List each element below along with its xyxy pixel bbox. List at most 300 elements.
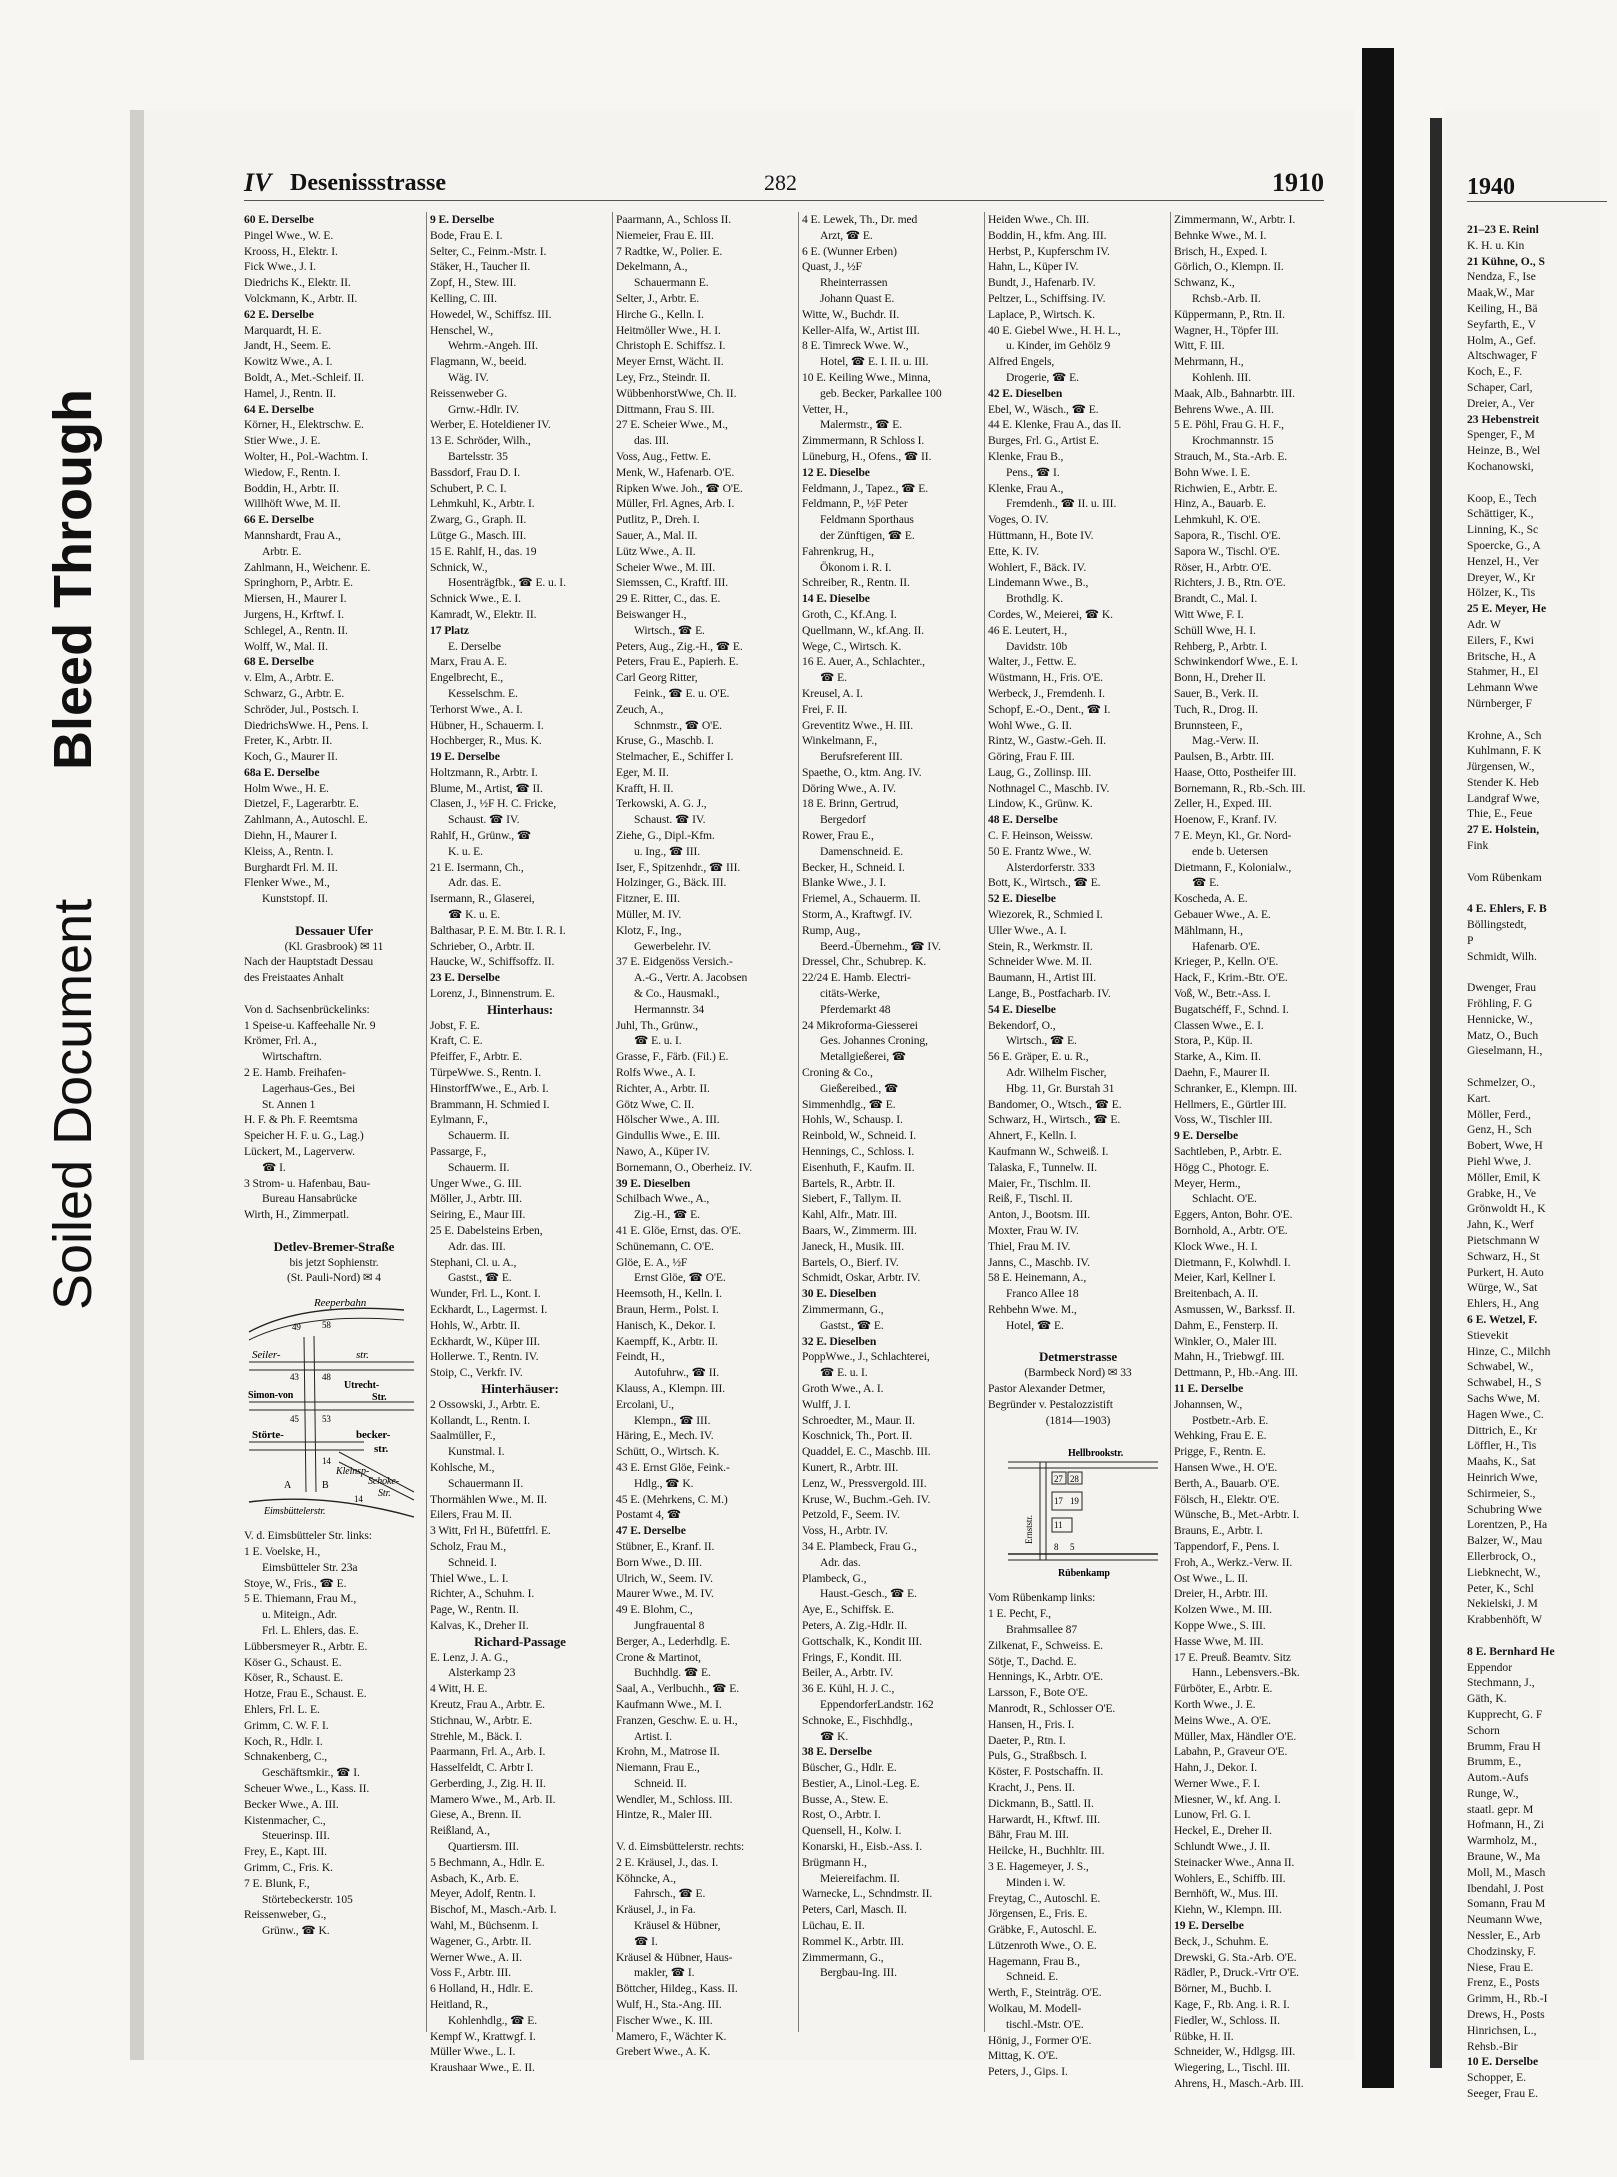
resident-entry: ☎ E.: [1192, 876, 1219, 890]
resident-entry: Klenke, Frau B.,: [988, 449, 1064, 463]
resident-entry: ☎ E.: [820, 671, 847, 685]
resident-entry: Flagmann, W., beeid.: [430, 355, 527, 369]
resident-entry: Rower, Frau E.,: [802, 829, 874, 843]
resident-entry: Stein, R., Werkmstr. II.: [988, 939, 1093, 953]
adjacent-entry: Lorentzen, P., Ha: [1467, 1518, 1548, 1532]
resident-entry: Daeter, P., Rtn. I.: [988, 1733, 1066, 1747]
resident-entry: Quellmann, W., kf.Ang. II.: [802, 623, 925, 637]
directory-column-5: [988, 212, 1168, 2079]
map-street-label: str.: [374, 1443, 389, 1456]
resident-entry: Hönig, J., Former O'E.: [988, 2033, 1092, 2047]
resident-entry: Grimm, C. W. F. I.: [244, 1718, 329, 1732]
resident-entry: Witt Wwe, F. I.: [1174, 607, 1244, 621]
adjacent-entry: Drews, H., Posts: [1467, 2008, 1545, 2022]
resident-entry: Holzinger, G., Bäck. III.: [616, 876, 727, 890]
column-rule: [798, 212, 799, 2032]
adjacent-entry: Adr. W: [1467, 617, 1501, 631]
resident-entry: Ripken Wwe. Joh., ☎ O'E.: [616, 481, 743, 495]
resident-entry: Behnke Wwe., M. I.: [1174, 228, 1267, 242]
resident-entry: Ebel, W., Wäsch., ☎ E.: [988, 402, 1099, 416]
adjacent-entry: 21 Kühne, O., S: [1467, 254, 1545, 268]
resident-entry: Klempn., ☎ III.: [634, 1413, 711, 1427]
directory-columns: [244, 212, 1364, 2091]
resident-entry: Adr. das. III.: [448, 1239, 506, 1253]
resident-entry: Prigge, F., Rentn. E.: [1174, 1445, 1266, 1459]
map-house-number: 48: [322, 1372, 331, 1383]
page-number: 282: [764, 170, 797, 195]
adjacent-entry: Chodzinsky, F.: [1467, 1944, 1536, 1958]
resident-entry: Ost Wwe., L. II.: [1174, 1571, 1248, 1585]
resident-entry: Rädler, P., Druck.-Vrtr O'E.: [1174, 1966, 1299, 1980]
resident-entry: Scheier Wwe., M. III.: [616, 560, 716, 574]
resident-entry: Schopf, E.-O., Dent., ☎ I.: [988, 702, 1111, 716]
resident-entry: Kraft, C. E.: [430, 1034, 483, 1048]
resident-entry: Kracht, J., Pens. II.: [988, 1780, 1075, 1794]
resident-entry: Schwarz, H., Wirtsch., ☎ E.: [988, 1113, 1121, 1127]
resident-entry: ☎ E. u. I.: [820, 1366, 868, 1380]
resident-entry: Von d. Sachsenbrückelinks:: [244, 1002, 370, 1016]
resident-entry: Schnick Wwe., E. I.: [430, 592, 521, 606]
street-section-heading: Richard-Passage: [474, 1633, 566, 1649]
resident-entry: Bassdorf, Frau D. I.: [430, 465, 521, 479]
resident-entry: Dietzel, F., Lagerarbtr. E.: [244, 797, 359, 811]
resident-entry: Autofuhrw., ☎ II.: [634, 1366, 720, 1380]
resident-entry: Groth Wwe., A. I.: [802, 1381, 884, 1395]
resident-entry: Kalvas, K., Dreher II.: [430, 1618, 529, 1632]
resident-entry: Haase, Otto, Postheifer III.: [1174, 765, 1297, 779]
resident-entry: Hinz, A., Bauarb. E.: [1174, 497, 1267, 511]
adjacent-entry: Lehmann Wwe: [1467, 681, 1538, 695]
adjacent-entry: Grimm, H., Rb.-I: [1467, 1992, 1548, 2006]
resident-entry: Schnick, W.,: [430, 560, 488, 574]
resident-entry: Kleiss, A., Rentn. I.: [244, 844, 334, 858]
adjacent-entry: Schaper, Carl,: [1467, 380, 1533, 394]
resident-entry: Peters, A. Zig.-Hdlr. II.: [802, 1618, 908, 1632]
resident-entry: Berger, A., Lederhdlg. E.: [616, 1634, 731, 1648]
resident-entry: 15 E. Rahlf, H., das. 19: [430, 544, 537, 558]
adjacent-entry: Landgraf Wwe,: [1467, 791, 1540, 805]
resident-entry: Wiedow, F., Rentn. I.: [244, 465, 341, 479]
adjacent-entry: Heinze, B., Wel: [1467, 444, 1541, 458]
resident-entry: Bohn Wwe. I. E.: [1174, 465, 1251, 479]
resident-entry: Zimmermann, R Schloss I.: [802, 434, 925, 448]
adjacent-entry: Warmholz, M.,: [1467, 1834, 1537, 1848]
resident-entry: Lüneburg, H., Ofens., ☎ II.: [802, 449, 932, 463]
resident-entry: Wohlers, E., Schiffb. III.: [1174, 1871, 1286, 1885]
resident-entry: Stelmacher, E., Schiffer I.: [616, 750, 734, 764]
resident-entry: Korth Wwe., J. E.: [1174, 1697, 1256, 1711]
resident-entry: Zimmermann, G.,: [802, 1302, 884, 1316]
resident-entry: Böttcher, Hildeg., Kass. II.: [616, 1982, 738, 1996]
resident-entry: Heitland, R.,: [430, 1998, 488, 2012]
adjacent-entry: Schmidt, Wilh.: [1467, 949, 1537, 963]
resident-entry: v. Elm, A., Arbtr. E.: [244, 671, 334, 685]
resident-entry: Brandt, C., Mal. I.: [1174, 592, 1258, 606]
resident-entry: 1 E. Pecht, F.,: [988, 1607, 1051, 1621]
house-number-heading: 19 E. Derselbe: [1174, 1919, 1244, 1933]
resident-entry: Arzt, ☎ E.: [820, 228, 873, 242]
resident-entry: Beiler, A., Arbtr. IV.: [802, 1666, 894, 1680]
house-number-heading: 11 E. Derselbe: [1174, 1381, 1244, 1395]
page-edge-black-tab: [1362, 48, 1394, 2088]
directory-page: [130, 110, 1355, 2091]
adjacent-entry: Ibendahl, J. Post: [1467, 1881, 1544, 1895]
resident-entry: Kolzen Wwe., M. III.: [1174, 1603, 1272, 1617]
resident-entry: Pingel Wwe., W. E.: [244, 228, 334, 242]
resident-entry: ☎ I.: [262, 1160, 286, 1174]
resident-entry: 7 Radtke, W., Polier. E.: [616, 244, 723, 258]
resident-entry: Fahrsch., ☎ E.: [634, 1887, 706, 1901]
resident-entry: Grimm, C., Fris. K.: [244, 1860, 333, 1874]
adjacent-entry: 25 E. Meyer, He: [1467, 602, 1547, 616]
resident-entry: Fölsch, H., Elektr. O'E.: [1174, 1492, 1280, 1506]
resident-entry: EppendorferLandstr. 162: [820, 1697, 934, 1711]
resident-entry: Kraushaar Wwe., E. II.: [430, 2061, 535, 2075]
resident-entry: Köhncke, A.,: [616, 1871, 676, 1885]
resident-entry: Quaddel, E. C., Maschb. III.: [802, 1445, 931, 1459]
resident-entry: Peltzer, L., Schiffsing. IV.: [988, 291, 1106, 305]
adjacent-entry: Stechmann, J.,: [1467, 1676, 1535, 1690]
resident-entry: Schröder, Jul., Postsch. I.: [244, 702, 359, 716]
resident-entry: Müller, Max, Händler O'E.: [1174, 1729, 1297, 1743]
resident-entry: Kräusel & Hübner,: [634, 1919, 721, 1933]
resident-entry: des Freistaates Anhalt: [244, 971, 344, 985]
resident-entry: Wehking, Frau E. E.: [1174, 1429, 1267, 1443]
adjacent-entry: Maahs, K., Sat: [1467, 1455, 1536, 1469]
resident-entry: Wagener, G., Arbtr. II.: [430, 1934, 532, 1948]
resident-entry: 5 E. Pöhl, Frau G. H. F.,: [1174, 418, 1284, 432]
resident-entry: Kunert, R., Arbtr. III.: [802, 1460, 899, 1474]
resident-entry: Schneid. I.: [448, 1555, 497, 1569]
resident-entry: Eilers, Frau M. II.: [430, 1508, 512, 1522]
adjacent-entry: Löffler, H., Tis: [1467, 1439, 1537, 1453]
resident-entry: Hirche G., Kelln. I.: [616, 307, 704, 321]
map-street-label: Reeperbahn: [314, 1297, 367, 1310]
resident-entry: Mamero Wwe., M., Arb. II.: [430, 1792, 556, 1806]
adjacent-entry: Autom.-Aufs: [1467, 1771, 1529, 1785]
resident-entry: Schwinkendorf Wwe., E. I.: [1174, 655, 1298, 669]
resident-entry: Moxter, Frau W. IV.: [988, 1224, 1079, 1237]
resident-entry: Gräbke, F., Autoschl. E.: [988, 1923, 1097, 1937]
resident-entry: Wüstmann, H., Fris. O'E.: [988, 671, 1103, 685]
resident-entry: Marquardt, H. E.: [244, 323, 322, 337]
house-number-heading: 68a E. Derselbe: [244, 765, 320, 779]
adjacent-entry: Schopper, E.: [1467, 2071, 1527, 2085]
adjacent-entry: Eilers, F., Kwi: [1467, 633, 1535, 647]
adjacent-entry: P: [1467, 933, 1474, 947]
resident-entry: Schroedter, M., Maur. II.: [802, 1413, 915, 1427]
column-rule: [984, 212, 985, 2032]
resident-entry: [616, 1823, 796, 1839]
resident-entry: Wünsche, B., Met.-Arbtr. I.: [1174, 1508, 1300, 1522]
resident-entry: Fitzner, E. III.: [616, 892, 680, 906]
adjacent-entry: 10 E. Derselbe: [1467, 2055, 1539, 2069]
resident-entry: Gastst., ☎ E.: [448, 1271, 512, 1285]
house-number-heading: 62 E. Derselbe: [244, 307, 314, 321]
resident-entry: Ges. Johannes Croning,: [820, 1034, 928, 1048]
adjacent-entry: Spoercke, G., A: [1467, 538, 1541, 552]
resident-entry: Kempf W., Krattwgf. I.: [430, 2029, 536, 2043]
resident-entry: Lorenz, J., Binnenstrum. E.: [430, 987, 555, 1001]
map-street-label: Str.: [372, 1392, 387, 1404]
resident-entry: Köser, R., Schaust. E.: [244, 1671, 344, 1685]
resident-entry: Ökonom i. R. I.: [820, 560, 892, 574]
resident-entry: Burghardt Frl. M. II.: [244, 860, 338, 874]
resident-entry: Dietmann, F., Kolonialw.,: [1174, 860, 1292, 874]
resident-entry: Keller-Alfa, W., Artist III.: [802, 323, 920, 337]
resident-entry: Grebert Wwe., A. K.: [616, 2045, 711, 2059]
resident-entry: Zahlmann, H., Weichenr. E.: [244, 560, 371, 574]
adjacent-entry: Vom Rübenkam: [1467, 870, 1542, 884]
resident-entry: Frings, F., Kondit. III.: [802, 1650, 902, 1664]
resident-entry: 2 E. Kräusel, J., das. I.: [616, 1855, 719, 1869]
resident-entry: Kahl, Alfr., Matr. III.: [802, 1208, 897, 1222]
resident-entry: Manrodt, R., Schlosser O'E.: [988, 1701, 1116, 1715]
adjacent-entry: Schwabel, W.,: [1467, 1360, 1534, 1374]
resident-entry: Kesselschm. E.: [448, 686, 518, 700]
resident-entry: Peters, J., Gips. I.: [988, 2065, 1068, 2079]
resident-entry: Bott, K., Wirtsch., ☎ E.: [988, 876, 1101, 890]
resident-entry: Labahn, P., Graveur O'E.: [1174, 1745, 1288, 1759]
map-house-number: 27: [1054, 1474, 1063, 1485]
resident-entry: 3 Witt, Frl H., Büfettfrl. E.: [430, 1524, 551, 1538]
map-street-label: Hellbrookstr.: [1068, 1448, 1124, 1460]
map-house-number: 19: [1070, 1496, 1079, 1507]
map-house-number: 17: [1054, 1496, 1063, 1507]
map-house-number: 49: [292, 1322, 301, 1333]
resident-entry: Maurer Wwe., M. IV.: [616, 1587, 714, 1601]
street-map-svg: [244, 1292, 419, 1522]
resident-entry: citäts-Werke,: [820, 987, 880, 1001]
directory-column-3: [616, 212, 796, 2059]
adjacent-entry: Somann, Frau M: [1467, 1897, 1546, 1911]
resident-entry: Johannsen, W.,: [1174, 1397, 1243, 1411]
resident-entry: Gindullis Wwe., E. III.: [616, 1129, 721, 1143]
resident-entry: Laplace, P., Wirtsch. K.: [988, 307, 1096, 321]
resident-entry: Stephani, Cl. u. A.,: [430, 1255, 517, 1269]
resident-entry: Behrens Wwe., A. III.: [1174, 402, 1274, 416]
resident-entry: Meyer, Adolf, Rentn. I.: [430, 1887, 536, 1901]
resident-entry: Damenschneid. E.: [820, 844, 904, 858]
resident-entry: Frey, E., Kapt. III.: [244, 1845, 327, 1859]
directory-column-2: [430, 212, 610, 2075]
resident-entry: Steinacker Wwe., Anna II.: [1174, 1855, 1295, 1869]
map-house-number: 14: [322, 1456, 331, 1467]
adjacent-entry: Krohne, A., Sch: [1467, 728, 1542, 742]
resident-entry: 1 E. Voelske, H.,: [244, 1544, 321, 1558]
resident-entry: Holm Wwe., H. E.: [244, 781, 329, 795]
resident-entry: WübbenhorstWwe, Ch. II.: [616, 386, 737, 400]
resident-entry: Kaempff, K., Arbtr. II.: [616, 1334, 718, 1348]
house-number-heading: 17 Platz: [430, 623, 469, 637]
resident-entry: DiedrichsWwe. H., Pens. I.: [244, 718, 369, 732]
resident-entry: 25 E. Dabelsteins Erben,: [430, 1224, 543, 1237]
resident-entry: Zeuch, A.,: [616, 702, 664, 716]
adjacent-entry: Britsche, H., A: [1467, 649, 1537, 663]
adjacent-entry: [1467, 854, 1617, 870]
adjacent-page: [1445, 110, 1600, 2101]
resident-entry: Bornhold, A., Arbtr. O'E.: [1174, 1224, 1288, 1237]
map-street-label: Simon-von: [248, 1390, 294, 1402]
adjacent-entry: 27 E. Holstein,: [1467, 823, 1540, 837]
map-letter: A: [284, 1480, 292, 1492]
resident-entry: Schaust. ☎ IV.: [634, 813, 706, 827]
resident-entry: 13 E. Schröder, Wilh.,: [430, 434, 531, 448]
adjacent-entry: [1467, 885, 1617, 901]
adjacent-entry: Krabbenhöft, W: [1467, 1613, 1543, 1627]
resident-entry: Classen Wwe., E. I.: [1174, 1018, 1264, 1032]
resident-entry: Scheuer Wwe., L., Kass. II.: [244, 1781, 370, 1795]
resident-entry: Schauermann E.: [634, 276, 709, 290]
resident-entry: Brauns, E., Arbtr. I.: [1174, 1524, 1263, 1538]
resident-entry: Alfred Engels,: [988, 355, 1055, 369]
resident-entry: Busse, A., Stew. E.: [802, 1792, 889, 1806]
resident-entry: Postamt 4, ☎: [616, 1508, 682, 1522]
resident-entry: Dietmann, F., Kolwhdl. I.: [1174, 1255, 1291, 1269]
house-number-heading: 60 E. Derselbe: [244, 213, 314, 226]
adjacent-entry: Schubring Wwe: [1467, 1502, 1542, 1516]
resident-entry: (St. Pauli-Nord) ✉ 4: [286, 1271, 382, 1285]
resident-entry: Brügmann H.,: [802, 1855, 867, 1869]
resident-entry: Ehlers, Frl. L. E.: [244, 1702, 320, 1716]
resident-entry: Bekendorf, O.,: [988, 1018, 1056, 1032]
resident-entry: Koppe Wwe., S. III.: [1174, 1618, 1266, 1632]
resident-entry: Lehmkuhl, K. O'E.: [1174, 513, 1261, 527]
resident-entry: Feindt, H.,: [616, 1350, 665, 1364]
resident-entry: Nach der Hauptstadt Dessau: [244, 955, 374, 969]
resident-entry: Rchsb.-Arb. II.: [1192, 291, 1261, 305]
adjacent-entry: Kart.: [1467, 1091, 1491, 1105]
resident-entry: Mamero, F., Wächter K.: [616, 2029, 727, 2043]
resident-entry: Hennings, C., Schloss. I.: [802, 1145, 915, 1159]
resident-entry: Froh, A., Werkz.-Verw. II.: [1174, 1555, 1293, 1569]
resident-entry: Krieger, P., Kelln. O'E.: [1174, 955, 1279, 969]
resident-entry: Köster, F. Postschaffn. II.: [988, 1765, 1104, 1779]
resident-entry: 37 E. Eidgenöss Versich.-: [616, 955, 733, 969]
resident-entry: Wolkau, M. Modell-: [988, 2002, 1082, 2016]
adjacent-entry: Schmelzer, O.,: [1467, 1076, 1536, 1090]
resident-entry: & Co., Hausmakl.,: [634, 987, 720, 1001]
adjacent-entry: [1467, 1628, 1617, 1644]
resident-entry: Balthasar, P. E. M. Btr. I. R. I.: [430, 923, 566, 937]
adjacent-entry: Moll, M., Masch: [1467, 1865, 1546, 1879]
resident-entry: Bischof, M., Masch.-Arb. I.: [430, 1903, 557, 1917]
map-street-label: Rübenkamp: [1058, 1568, 1110, 1580]
resident-entry: Schwarz, G., Arbtr. E.: [244, 686, 345, 700]
resident-entry: Rump, Aug.,: [802, 923, 861, 937]
map-street-label: Str.: [378, 1488, 391, 1500]
house-number-heading: 39 E. Dieselben: [616, 1176, 691, 1190]
resident-entry: Quast, J., ½F: [802, 260, 862, 274]
resident-entry: 43 E. Ernst Glöe, Feink.-: [616, 1460, 730, 1474]
resident-entry: Röser, H., Arbtr. O'E.: [1174, 560, 1272, 574]
resident-entry: (Kl. Grasbrook) ✉ 11: [284, 939, 384, 953]
resident-entry: Dahm, E., Fensterp. II.: [1174, 1318, 1278, 1332]
resident-entry: ☎ I.: [634, 1934, 658, 1948]
adjacent-entry: Möller, Ferd.,: [1467, 1107, 1531, 1121]
resident-entry: Reinbold, W., Schneid. I.: [802, 1129, 917, 1143]
adjacent-entry: Brumm, E.,: [1467, 1755, 1522, 1769]
resident-entry: Blume, M., Artist, ☎ II.: [430, 781, 543, 795]
resident-entry: Gebauer Wwe., A. E.: [1174, 908, 1271, 922]
resident-entry: Klenke, Frau A.,: [988, 481, 1064, 495]
resident-entry: E. Lenz, J. A. G.,: [430, 1650, 509, 1664]
resident-entry: V. d. Eimsbüttelerstr. rechts:: [616, 1840, 745, 1854]
resident-entry: Artist. I.: [634, 1729, 672, 1743]
resident-entry: Rahlf, H., Grünw., ☎: [430, 829, 532, 843]
adjacent-entry: Heinrich Wwe,: [1467, 1470, 1538, 1484]
resident-entry: Lützenroth Wwe., O. E.: [988, 1938, 1097, 1952]
resident-entry: 50 E. Frantz Wwe., W.: [988, 844, 1092, 858]
map-letter: B: [322, 1480, 329, 1492]
resident-entry: Kaufmann W., Schweiß. I.: [988, 1145, 1109, 1159]
map-street-label: becker-: [356, 1429, 391, 1442]
resident-entry: Kreutz, Frau A., Arbtr. E.: [430, 1697, 545, 1711]
resident-entry: Schauermann II.: [448, 1476, 524, 1490]
adjacent-entry: Schorn: [1467, 1723, 1500, 1737]
resident-entry: Stübner, E., Kranf. II.: [616, 1539, 715, 1553]
resident-entry: Peters, Carl, Masch. II.: [802, 1903, 907, 1917]
resident-entry: Schauerm. II.: [448, 1129, 510, 1143]
resident-entry: Cordes, W., Meierei, ☎ K.: [988, 607, 1113, 621]
adjacent-entry: Henzel, H., Ver: [1467, 554, 1539, 568]
street-heading: Desenissstrasse: [290, 170, 446, 196]
adjacent-entry: Fink: [1467, 839, 1489, 853]
resident-entry: Meyer, Herm.,: [1174, 1176, 1241, 1190]
adjacent-entry: [1467, 1059, 1617, 1075]
resident-entry: Werth, F., Steinträg. O'E.: [988, 1986, 1102, 2000]
resident-entry: Janeck, H., Musik. III.: [802, 1239, 905, 1253]
resident-entry: Schilbach Wwe., A.,: [616, 1192, 710, 1206]
resident-entry: Hansen Wwe., H. O'E.: [1174, 1460, 1278, 1474]
resident-entry: Schneider, W., Hdlgsg. III.: [1174, 2045, 1296, 2059]
resident-entry: Kreusel, A. I.: [802, 686, 863, 700]
resident-entry: Warnecke, L., Schndmstr. II.: [802, 1887, 933, 1901]
resident-entry: der Zünftigen, ☎ E.: [820, 528, 915, 542]
resident-entry: Rehbehn Wwe. M.,: [988, 1302, 1077, 1316]
resident-entry: Heiden Wwe., Ch. III.: [988, 213, 1090, 226]
adjacent-entry: [1467, 712, 1617, 728]
adjacent-entry: Dreier, A., Ver: [1467, 396, 1535, 410]
house-number-heading: 19 E. Derselbe: [430, 750, 500, 764]
resident-entry: Pastor Alexander Detmer,: [988, 1381, 1106, 1395]
resident-entry: Adr. Wilhelm Fischer,: [1006, 1066, 1107, 1080]
resident-entry: Wahl, M., Büchsenm. I.: [430, 1919, 539, 1933]
resident-entry: Wiegering, L., Tischl. III.: [1174, 2061, 1290, 2075]
resident-entry: Hann., Lebensvers.-Bk.: [1192, 1666, 1300, 1680]
column-rule: [426, 212, 427, 2032]
street-map-detmerstrasse: [988, 1434, 1163, 1584]
resident-entry: (Barmbeck Nord) ✉ 33: [1024, 1366, 1132, 1380]
adjacent-entry: Schwarz, H., St: [1467, 1249, 1540, 1263]
resident-entry: Hochberger, R., Mus. K.: [430, 734, 542, 748]
resident-entry: Thormählen Wwe., M. II.: [430, 1492, 547, 1506]
resident-entry: V. d. Eimsbütteler Str. links:: [244, 1529, 372, 1543]
resident-entry: Rost, O., Arbtr. I.: [802, 1808, 881, 1822]
resident-entry: Wolter, H., Pol.-Wachtm. I.: [244, 449, 369, 463]
resident-entry: Bähr, Frau M. III.: [988, 1828, 1069, 1842]
soiled-document-label: Soiled Document: [43, 898, 103, 1310]
adjacent-entry: Hinze, C., Milchh: [1467, 1344, 1551, 1358]
resident-entry: das. III.: [634, 434, 669, 448]
resident-entry: Rolfs Wwe., A. I.: [616, 1066, 696, 1080]
resident-entry: 22/24 E. Hamb. Electri-: [802, 971, 911, 985]
resident-entry: Feldmann, J., Tapez., ☎ E.: [802, 481, 929, 495]
adjacent-entry: Nekielski, J. M: [1467, 1597, 1538, 1611]
resident-entry: A.-G., Vertr. A. Jacobsen: [634, 971, 748, 985]
adjacent-entry: Matz, O., Buch: [1467, 1028, 1539, 1042]
resident-entry: H. F. & Ph. F. Reemtsma: [244, 1113, 358, 1127]
